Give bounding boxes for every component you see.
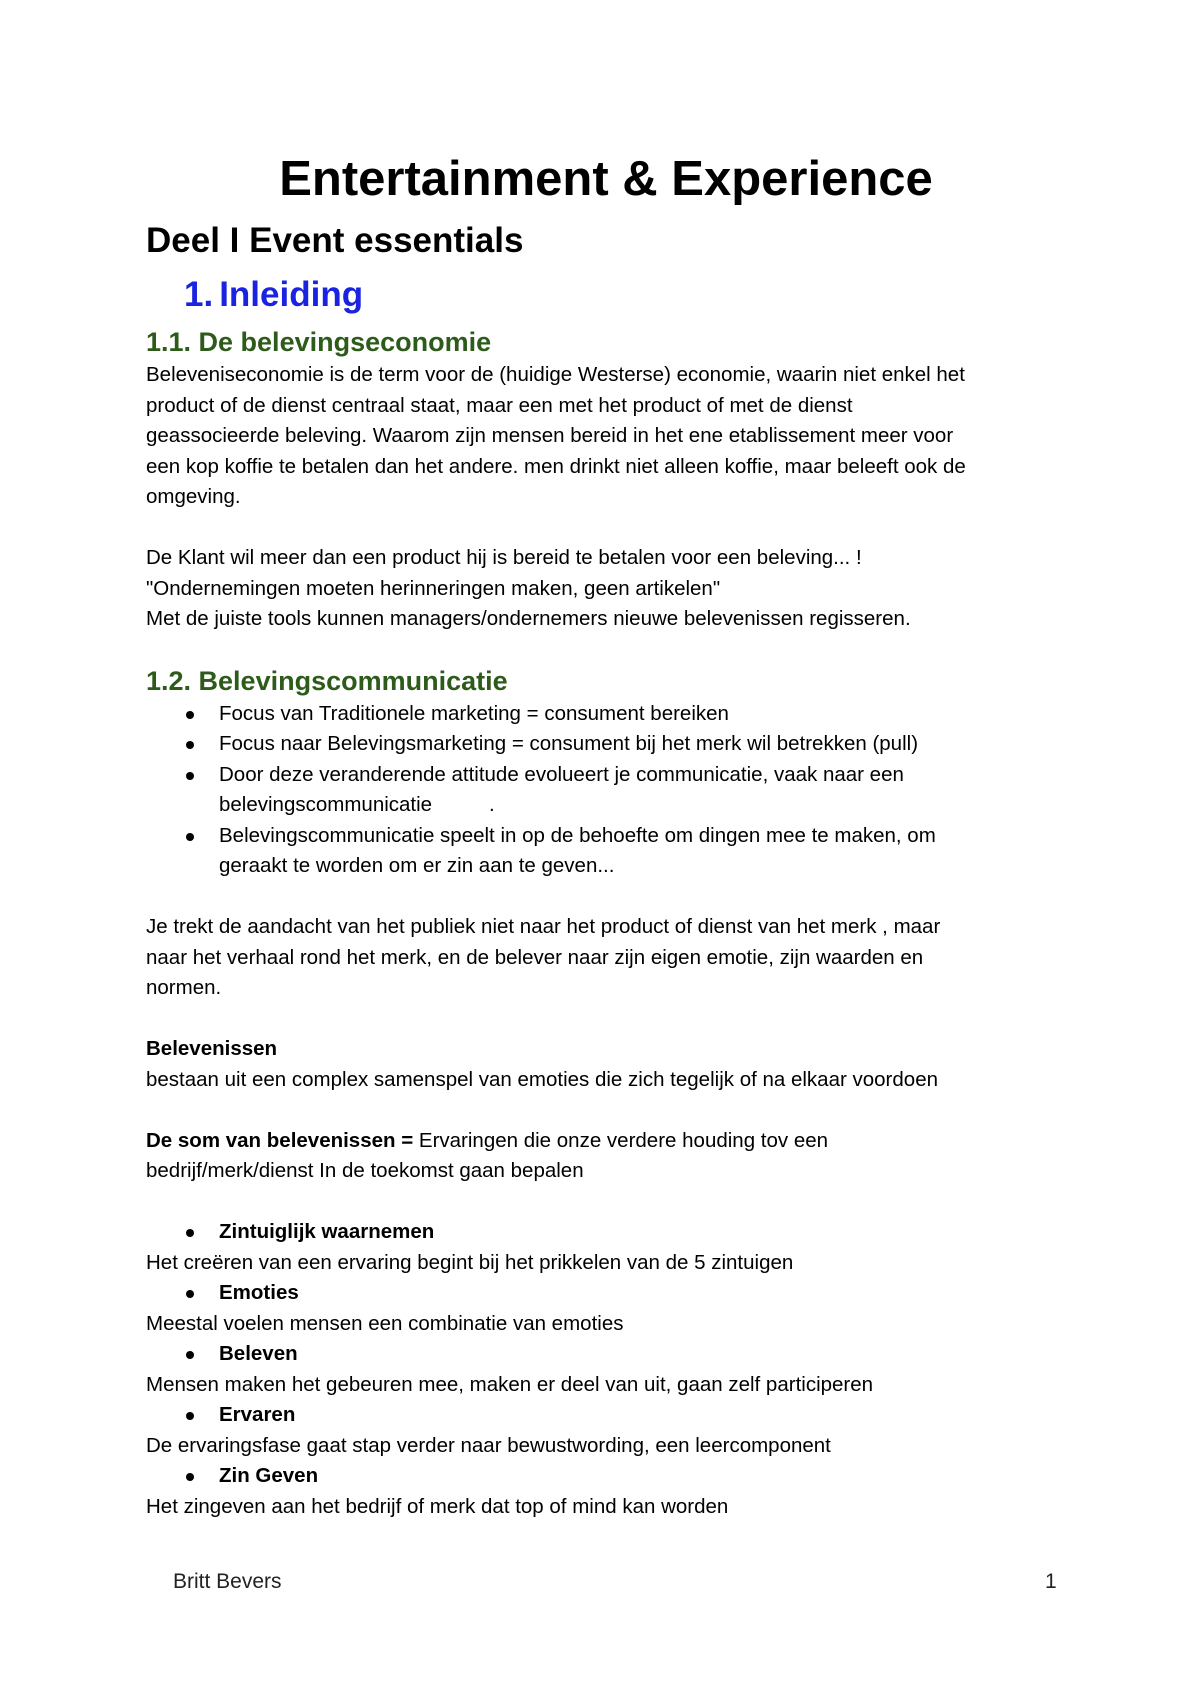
term-label: Zintuiglijk waarnemen xyxy=(219,1220,435,1243)
term-description: Het creëren van een ervaring begint bij het prikkelen van de 5 zintuigen xyxy=(146,1250,794,1274)
page-content xyxy=(146,148,1066,1522)
term-item xyxy=(146,1339,1066,1370)
blank-line xyxy=(146,1004,1066,1035)
belevenissen-label: Belevenissen xyxy=(146,1037,278,1060)
bullet-icon xyxy=(186,1473,194,1481)
list-item-text: Belevingscommunicatie speelt in op de behoefte om dingen mee te maken, om xyxy=(219,823,936,847)
paragraph-klant xyxy=(146,543,1066,635)
chapter-heading xyxy=(184,272,1066,318)
paragraph-aandacht xyxy=(146,912,1066,1004)
list-item-text: Door deze veranderende attitude evolueert je communicatie, vaak naar een xyxy=(219,762,904,786)
bullet-list-communicatie xyxy=(146,699,1066,882)
term-item-list xyxy=(146,1339,1066,1370)
section-heading-1-1: 1.1. De belevingseconomie xyxy=(146,327,492,357)
term-description: De ervaringsfase gaat stap verder naar bewustwording, een leercomponent xyxy=(146,1433,831,1457)
text-line: Met de juiste tools kunnen managers/ondernemers nieuwe belevenissen regisseren. xyxy=(146,607,911,630)
blank-line xyxy=(146,513,1066,544)
paragraph-belevingseconomie xyxy=(146,360,1066,513)
term-item xyxy=(146,1217,1066,1248)
list-item-text: geraakt te worden om er zin aan te geven... xyxy=(219,854,615,877)
list-item xyxy=(146,729,1066,760)
footer-author: Britt Bevers xyxy=(173,1570,282,1593)
chapter-label: Inleiding xyxy=(219,275,364,314)
text-line: naar het verhaal rond het merk, en de belever naar zijn eigen emotie, zijn waarden en xyxy=(146,945,924,969)
term-item xyxy=(146,1278,1066,1309)
term-label: Emoties xyxy=(219,1281,299,1304)
section-heading-1-2: 1.2. Belevingscommunicatie xyxy=(146,665,508,696)
term-list xyxy=(146,1217,1066,1522)
term-item-list xyxy=(146,1461,1066,1492)
list-item-text: Focus van Traditionele marketing = consument bereiken xyxy=(219,701,729,725)
bullet-icon xyxy=(186,772,194,780)
bullet-icon xyxy=(186,833,194,841)
som-text: Ervaringen die onze verdere houding tov een xyxy=(413,1128,829,1152)
list-item-text: Focus naar Belevingsmarketing = consument bij het merk wil betrekken (pull) xyxy=(219,732,919,755)
text-line: normen. xyxy=(146,976,222,999)
som-text-continued: bedrijf/merk/dienst In de toekomst gaan bepalen xyxy=(146,1159,584,1182)
term-item-list xyxy=(146,1400,1066,1431)
som-label: De som van belevenissen = xyxy=(146,1128,414,1152)
term-description: Meestal voelen mensen een combinatie van emoties xyxy=(146,1311,624,1335)
term-item xyxy=(146,1400,1066,1431)
term-item xyxy=(146,1461,1066,1492)
document-title: Entertainment & Experience xyxy=(279,152,933,206)
footer-page-number: 1 xyxy=(1045,1570,1057,1593)
blank-line xyxy=(146,1095,1066,1126)
bullet-icon xyxy=(186,741,194,749)
bullet-icon xyxy=(186,1351,194,1359)
text-line: De Klant wil meer dan een product hij is bereid te betalen voor een beleving... ! xyxy=(146,546,862,569)
term-item-list xyxy=(146,1217,1066,1248)
term-label: Zin Geven xyxy=(219,1464,319,1487)
text-line: een kop koffie te betalen dan het andere. men drinkt niet alleen koffie, maar beleeft ook de xyxy=(146,454,966,478)
belevenissen-text: bestaan uit een complex samenspel van emoties die zich tegelijk of na elkaar voordoen xyxy=(146,1067,938,1091)
bullet-icon xyxy=(186,711,194,719)
term-description: Het zingeven aan het bedrijf of merk dat top of mind kan worden xyxy=(146,1494,729,1518)
text-line: "Ondernemingen moeten herinneringen maken, geen artikelen" xyxy=(146,576,721,600)
term-label: Ervaren xyxy=(219,1403,296,1426)
list-item-text: belevingscommunicatie . xyxy=(219,793,495,816)
text-line: Beleveniseconomie is de term voor de (huidige Westerse) economie, waarin niet enkel het xyxy=(146,363,965,386)
term-description: Mensen maken het gebeuren mee, maken er deel van uit, gaan zelf participeren xyxy=(146,1372,874,1396)
blank-line xyxy=(146,1187,1066,1218)
list-item xyxy=(146,821,1066,882)
term-item-list xyxy=(146,1278,1066,1309)
text-line: omgeving. xyxy=(146,485,241,508)
bullet-icon xyxy=(186,1290,194,1298)
blank-line xyxy=(146,882,1066,913)
som-definition xyxy=(146,1126,1066,1157)
list-item xyxy=(146,760,1066,821)
bullet-icon xyxy=(186,1229,194,1237)
term-label: Beleven xyxy=(219,1342,298,1365)
text-line: product of de dienst centraal staat, maar een met het product of met de dienst xyxy=(146,393,853,417)
text-line: geassocieerde beleving. Waarom zijn mensen bereid in het ene etablissement meer voor xyxy=(146,424,954,447)
chapter-number: 1. xyxy=(184,275,214,314)
bullet-icon xyxy=(186,1412,194,1420)
list-item xyxy=(146,699,1066,730)
part-heading: Deel I Event essentials xyxy=(146,221,524,260)
text-line: Je trekt de aandacht van het publiek niet naar het product of dienst van het merk , maar xyxy=(146,915,941,938)
